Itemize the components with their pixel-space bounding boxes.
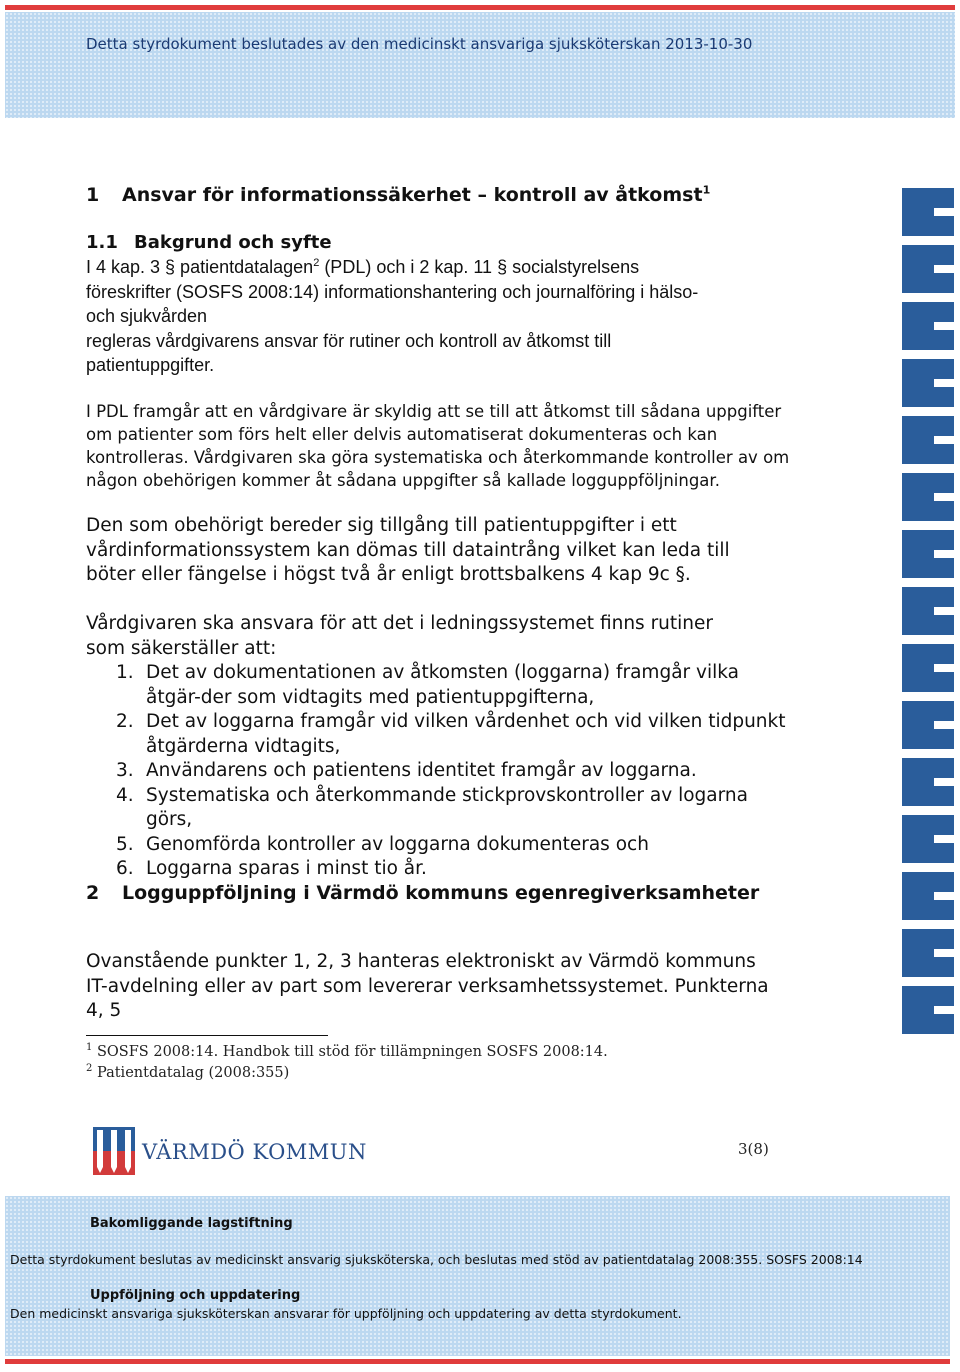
section-1-number: 1 <box>86 184 100 206</box>
footnote-rule <box>86 1035 328 1036</box>
header-red-line <box>5 5 955 10</box>
footer-heading-followup: Uppföljning och uppdatering <box>90 1288 301 1303</box>
para1-line1a: I 4 kap. 3 § patientdatalagen <box>86 257 314 277</box>
footer-red-line <box>5 1359 950 1364</box>
para1-line3: och sjukvården <box>86 306 208 326</box>
page-number: 3(8) <box>738 1140 769 1158</box>
requirements-list <box>86 661 796 882</box>
side-decoration <box>902 188 954 1038</box>
list-item: 6. Loggarna sparas i minst tio år. <box>116 858 427 879</box>
section-1-heading <box>86 184 710 206</box>
footer-text-legislation: Detta styrdokument beslutas av medicinskt ansvarig sjuksköterska, och beslutas med stöd av patientdatalag 2008:355. SOSFS 2008:14 <box>10 1252 863 1267</box>
subsection-1-1-heading <box>86 232 332 253</box>
subsection-number: 1.1 <box>86 232 118 253</box>
paragraph-3: Den som obehörigt bereder sig tillgång till patientuppgifter i ett vårdinformationssystem kan dömas till dataintrång vilket kan leda till böter eller fängelse i högst två år enligt brottsbalkens 4 kap 9c §. <box>86 515 730 585</box>
paragraph-5: Ovanstående punkter 1, 2, 3 hanteras elektroniskt av Värmdö kommuns IT-avdelning eller av part som levererar verksamhetssystemet. Punkterna 4, 5 <box>86 951 769 1021</box>
footer-text-followup: Den medicinskt ansvariga sjuksköterskan ansvarar för uppföljning och uppdatering av detta styrdokument. <box>10 1306 682 1321</box>
section-2-title: Logguppföljning i Värmdö kommuns egenregiverksamheter <box>122 882 760 904</box>
municipality-logo-icon <box>93 1127 135 1175</box>
para1-line5: patientuppgifter. <box>86 355 215 375</box>
paragraph-2: I PDL framgår att en vårdgivare är skyldig att se till att åtkomst till sådana uppgifter om patienter som förs helt eller delvis automatiserat dokumenteras och kan kontrolleras. Vårdgivaren ska göra systematiska och återkommande kontroller av om någon obehörigen kommer åt sådana uppgifter så kallade logguppföljningar. <box>86 402 790 490</box>
footnote-ref-2: 2 <box>313 257 320 269</box>
list-item: 5. Genomförda kontroller av loggarna dokumenteras och <box>116 833 649 855</box>
paragraph-4: Vårdgivaren ska ansvara för att det i ledningssystemet finns rutiner som säkerställer att: <box>86 613 714 659</box>
logo-text: VÄRMDÖ KOMMUN <box>142 1140 367 1164</box>
list-item: 2. Det av loggarna framgår vid vilken vårdenhet och vid vilken tidpunkt åtgärderna vidtagits, <box>116 711 786 757</box>
header-text: Detta styrdokument beslutades av den medicinskt ansvariga sjuksköterskan 2013-10-30 <box>86 35 753 53</box>
list-item: 3. Användarens och patientens identitet framgår av loggarna. <box>116 760 697 781</box>
section-1-title: Ansvar för informationssäkerhet – kontroll av åtkomst <box>122 184 703 206</box>
footnote-ref-1: 1 <box>702 183 711 197</box>
footnote-1: $^1$ SOSFS 2008:14. Handbok till stöd för tillämpningen SOSFS 2008:14. <box>86 1042 608 1060</box>
footnote-2: $^2$ Patientdatalag (2008:355) <box>86 1063 290 1081</box>
list-item: 4. Systematiska och återkommande stickprovskontroller av logarna görs, <box>116 784 748 830</box>
section-2-number: 2 <box>86 882 100 904</box>
paragraph-1 <box>86 255 796 378</box>
para1-line2: föreskrifter (SOSFS 2008:14) informationshantering och journalföring i hälso- <box>86 281 699 302</box>
subsection-title: Bakgrund och syfte <box>134 232 332 253</box>
para1-line1b: (PDL) och i 2 kap. 11 § socialstyrelsens <box>319 257 640 277</box>
section-2-heading <box>86 882 759 904</box>
footer-heading-legislation: Bakomliggande lagstiftning <box>90 1216 293 1231</box>
list-item: 1. Det av dokumentationen av åtkomsten (loggarna) framgår vilka åtgär-der som vidtagits med patientuppgifterna, <box>116 662 739 708</box>
para1-line4: regleras vårdgivarens ansvar för rutiner och kontroll av åtkomst till <box>86 330 612 351</box>
header-band <box>5 12 955 118</box>
